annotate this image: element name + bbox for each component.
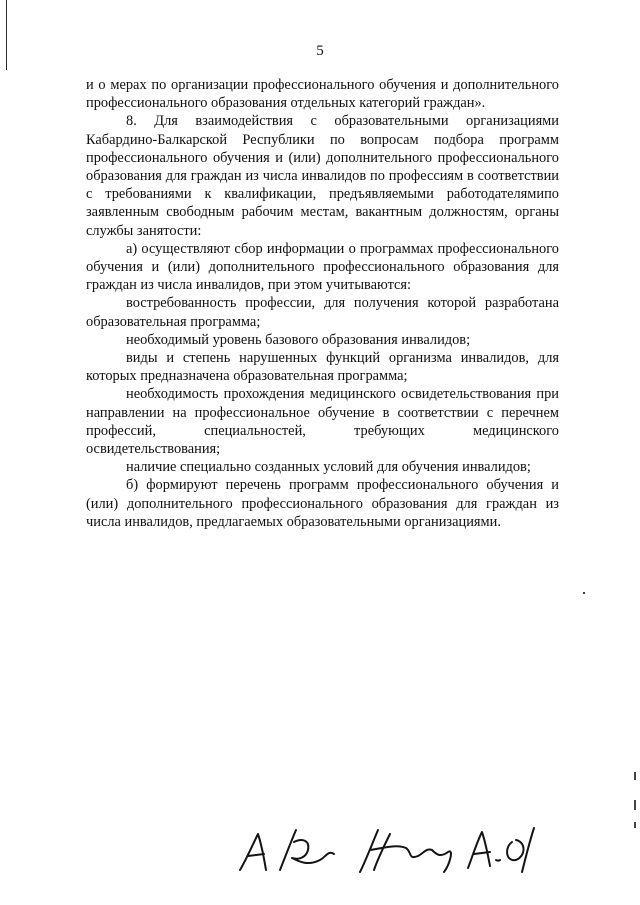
page-number: 5 [316,43,324,59]
scan-dot [583,592,585,594]
paragraph-criterion-education-level: необходимый уровень базового образования инвалидов; [126,331,471,348]
document-body [86,76,559,531]
paragraph-continuation: и о мерах по организации профессионального обучения и дополнительного профессионального образования отдельных категорий граждан». [86,77,559,112]
paragraph-criterion-impairment: виды и степень нарушенных функций организма инвалидов, для которых предназначена образовательная программа; [86,350,559,385]
paragraph-item-8: 8. Для взаимодействия с образовательными организациями Кабардино-Балкарской Республики по вопросам подбора программ профессионального обучения и (или) дополнительного профессионального образования для граждан из числа инвалидов по профессиям в соответствии с требованиями к квалификации, предъявляемыми работодателямипо заявленным свободным рабочим местам, вакантным должностям, органы службы занятости: [86,113,559,239]
paragraph-subitem-a: а) осуществляют сбор информации о программах профессионального обучения и (или) дополнительного профессионального образования для граждан из числа инвалидов, при этом учитываются: [86,240,559,294]
scan-edge-mark [634,800,636,810]
paragraph-subitem-b: б) формируют перечень программ профессионального обучения и (или) дополнительного профессионального образования для граждан из числа инвалидов, предлагаемых образовательными организациями. [86,477,559,530]
paragraph-criterion-demand: востребованность профессии, для получения которой разработана образовательная программа; [86,295,559,330]
scan-edge-mark [634,822,636,828]
paragraph-criterion-conditions: наличие специально созданных условий для обучения инвалидов; [126,459,531,476]
scan-edge-mark [634,772,636,780]
paragraph-criterion-medical: необходимость прохождения медицинского освидетельствования при направлении на профессиональное обучение в соответствии с перечнем профессий, специальностей, требующих медицинского освидетельствования; [86,386,559,458]
handwritten-signature [236,820,546,880]
